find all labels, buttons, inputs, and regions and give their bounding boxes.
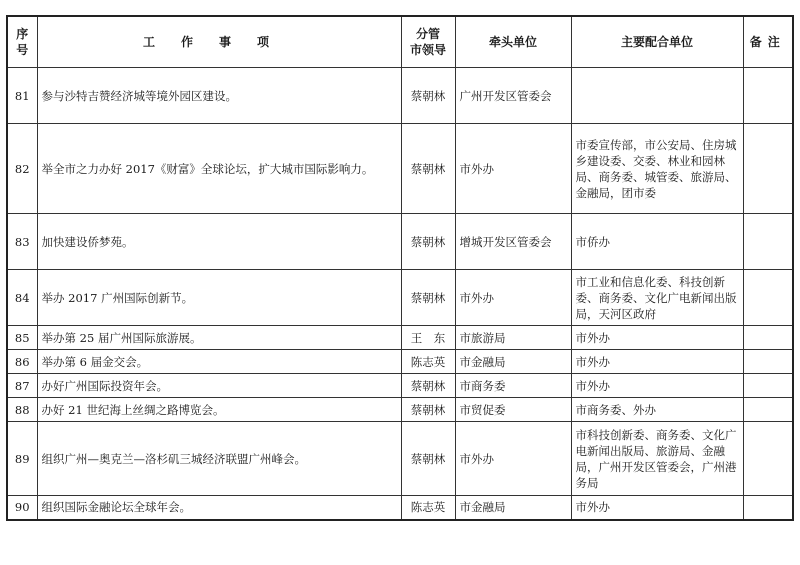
row-note bbox=[743, 374, 793, 398]
row-coop-units: 市外办 bbox=[571, 496, 743, 520]
work-items-table bbox=[6, 15, 794, 521]
row-leader: 蔡朝林 bbox=[401, 398, 455, 422]
row-lead-unit: 广州开发区管委会 bbox=[455, 68, 571, 124]
row-coop-units: 市商务委、外办 bbox=[571, 398, 743, 422]
header-note: 备注 bbox=[743, 16, 793, 68]
row-lead-unit: 市金融局 bbox=[455, 496, 571, 520]
table-header-row bbox=[7, 16, 793, 68]
row-note bbox=[743, 398, 793, 422]
row-number: 90 bbox=[7, 496, 37, 520]
table-row bbox=[7, 350, 793, 374]
row-lead-unit: 市贸促委 bbox=[455, 398, 571, 422]
row-leader: 蔡朝林 bbox=[401, 214, 455, 270]
row-number: 85 bbox=[7, 326, 37, 350]
row-item: 举全市之力办好 2017《财富》全球论坛，扩大城市国际影响力。 bbox=[37, 124, 401, 214]
table-row bbox=[7, 422, 793, 496]
document-page bbox=[6, 15, 792, 521]
row-coop-units: 市外办 bbox=[571, 374, 743, 398]
row-lead-unit: 增城开发区管委会 bbox=[455, 214, 571, 270]
row-coop-units: 市外办 bbox=[571, 350, 743, 374]
row-note bbox=[743, 422, 793, 496]
row-item: 组织广州—奥克兰—洛杉矶三城经济联盟广州峰会。 bbox=[37, 422, 401, 496]
row-note bbox=[743, 68, 793, 124]
row-leader: 陈志英 bbox=[401, 350, 455, 374]
row-note bbox=[743, 214, 793, 270]
row-coop-units: 市侨办 bbox=[571, 214, 743, 270]
row-note bbox=[743, 350, 793, 374]
table-row bbox=[7, 326, 793, 350]
row-item: 办好 21 世纪海上丝绸之路博览会。 bbox=[37, 398, 401, 422]
row-coop-units: 市工业和信息化委、科技创新委、商务委、文化广电新闻出版局，天河区政府 bbox=[571, 270, 743, 326]
table-row bbox=[7, 124, 793, 214]
row-item: 举办 2017 广州国际创新节。 bbox=[37, 270, 401, 326]
row-lead-unit: 市外办 bbox=[455, 124, 571, 214]
row-item: 组织国际金融论坛全球年会。 bbox=[37, 496, 401, 520]
row-number: 88 bbox=[7, 398, 37, 422]
row-leader: 王 东 bbox=[401, 326, 455, 350]
row-leader: 蔡朝林 bbox=[401, 270, 455, 326]
row-note bbox=[743, 326, 793, 350]
header-no: 序号 bbox=[7, 16, 37, 68]
row-leader: 陈志英 bbox=[401, 496, 455, 520]
row-lead-unit: 市外办 bbox=[455, 422, 571, 496]
table-row bbox=[7, 214, 793, 270]
row-note bbox=[743, 124, 793, 214]
table-row bbox=[7, 398, 793, 422]
row-coop-units bbox=[571, 68, 743, 124]
table-row bbox=[7, 496, 793, 520]
row-leader: 蔡朝林 bbox=[401, 422, 455, 496]
row-item: 加快建设侨梦苑。 bbox=[37, 214, 401, 270]
table-row bbox=[7, 270, 793, 326]
row-leader: 蔡朝林 bbox=[401, 124, 455, 214]
row-lead-unit: 市商务委 bbox=[455, 374, 571, 398]
row-number: 89 bbox=[7, 422, 37, 496]
row-lead-unit: 市金融局 bbox=[455, 350, 571, 374]
header-leader: 分管 市领导 bbox=[401, 16, 455, 68]
row-number: 86 bbox=[7, 350, 37, 374]
row-lead-unit: 市旅游局 bbox=[455, 326, 571, 350]
table-row bbox=[7, 68, 793, 124]
row-number: 87 bbox=[7, 374, 37, 398]
row-item: 办好广州国际投资年会。 bbox=[37, 374, 401, 398]
row-number: 81 bbox=[7, 68, 37, 124]
row-lead-unit: 市外办 bbox=[455, 270, 571, 326]
row-coop-units: 市科技创新委、商务委、文化广电新闻出版局、旅游局、金融局，广州开发区管委会，广州港务局 bbox=[571, 422, 743, 496]
row-number: 84 bbox=[7, 270, 37, 326]
row-number: 82 bbox=[7, 124, 37, 214]
header-coop-units: 主要配合单位 bbox=[571, 16, 743, 68]
header-lead-unit: 牵头单位 bbox=[455, 16, 571, 68]
row-coop-units: 市委宣传部，市公安局、住房城乡建设委、交委、林业和园林局、商务委、城管委、旅游局、金融局，团市委 bbox=[571, 124, 743, 214]
row-number: 83 bbox=[7, 214, 37, 270]
header-item: 工作事项 bbox=[37, 16, 401, 68]
table-row bbox=[7, 374, 793, 398]
row-item: 参与沙特吉赞经济城等境外园区建设。 bbox=[37, 68, 401, 124]
row-coop-units: 市外办 bbox=[571, 326, 743, 350]
row-note bbox=[743, 270, 793, 326]
row-item: 举办第 25 届广州国际旅游展。 bbox=[37, 326, 401, 350]
row-leader: 蔡朝林 bbox=[401, 374, 455, 398]
row-note bbox=[743, 496, 793, 520]
row-item: 举办第 6 届金交会。 bbox=[37, 350, 401, 374]
row-leader: 蔡朝林 bbox=[401, 68, 455, 124]
